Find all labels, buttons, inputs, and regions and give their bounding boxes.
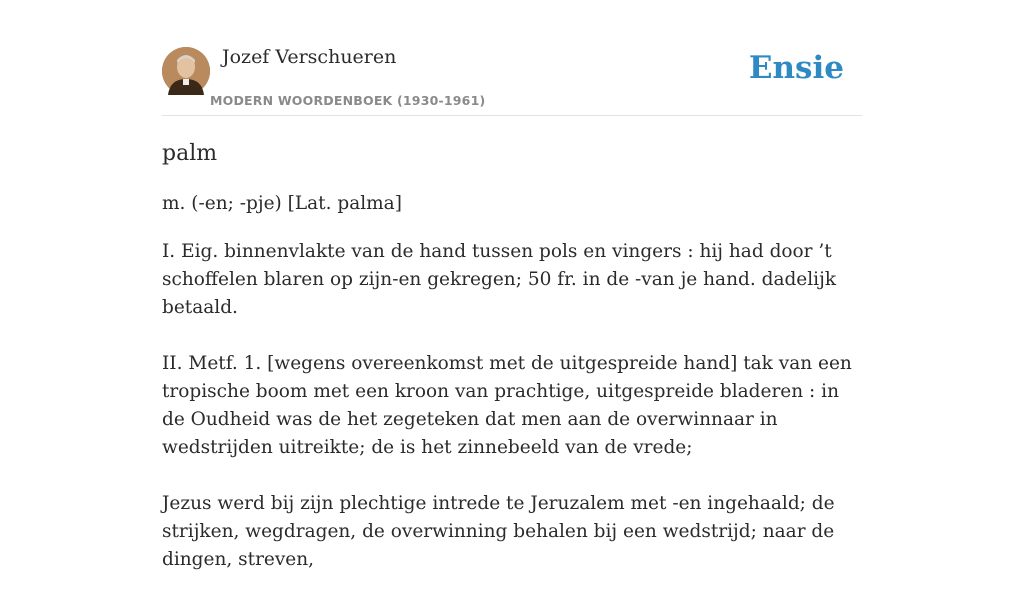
source-title[interactable]: MODERN WOORDENBOEK (1930-1961) — [210, 93, 486, 108]
entry-content — [162, 138, 862, 602]
definition-paragraph-3: Jezus werd bij zijn plechtige intrede te Jeruzalem met -en ingehaald; de strijken, wegdragen, de overwinning behalen bij een wedstrijd; naar de dingen, streven, — [162, 493, 835, 570]
definition-paragraph-2: II. Metf. 1. [wegens overeenkomst met de uitgespreide hand] tak van een tropische boom met een kroon van prachtige, uitgespreide bladeren : in de Oudheid was de het zegeteken dat men aan de overwinnaar in wedstrijden uitreikte; de is het zinnebeeld van de vrede; — [162, 353, 852, 458]
definition-paragraph-1: I. Eig. binnenvlakte van de hand tussen pols en vingers : hij had door ’t schoffelen blaren op zijn-en gekregen; 50 fr. in de -van je hand. dadelijk betaald. — [162, 241, 837, 318]
author-portrait-icon — [162, 47, 210, 95]
ensie-logo[interactable]: Ensie — [748, 50, 844, 86]
entry-header — [162, 44, 862, 116]
headword: palm — [162, 141, 218, 166]
author-avatar[interactable] — [162, 47, 210, 95]
grammar-info: m. (-en; -pje) [Lat. palma] — [162, 193, 402, 214]
author-name[interactable]: Jozef Verschueren — [222, 46, 397, 68]
